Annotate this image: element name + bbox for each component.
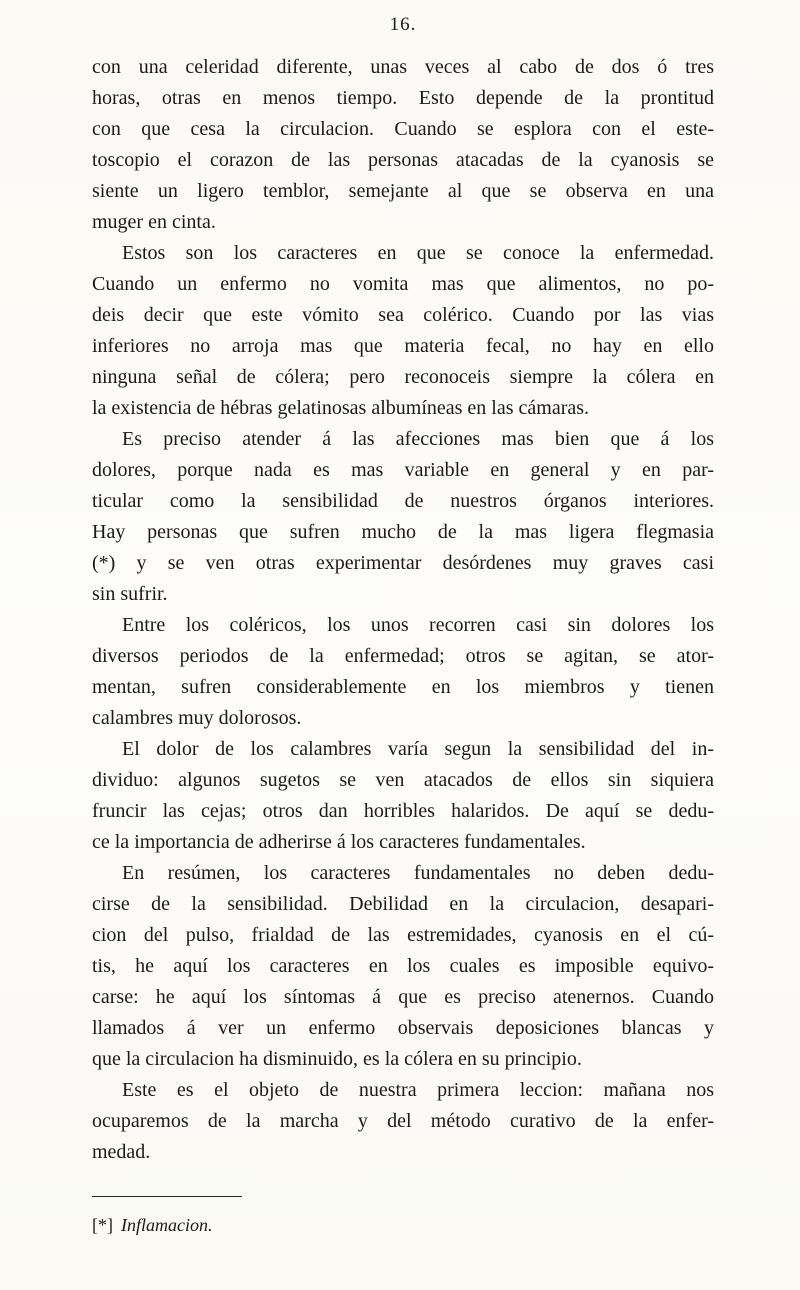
text-line: Hay personas que sufren mucho de la mas ligera flegmasia (92, 521, 714, 543)
text-line: cion del pulso, frialdad de las estremidades, cyanosis en el cú- (92, 924, 714, 946)
text-line: Es preciso atender á las afecciones mas bien que á los (122, 428, 714, 450)
footnote-label: Inflamacion. (121, 1215, 213, 1235)
footnote-text (92, 1213, 714, 1237)
text-line: que la circulacion ha disminuido, es la cólera en su principio. (92, 1048, 582, 1070)
footnote-marker: [*] (92, 1215, 113, 1235)
text-line: mentan, sufren considerablemente en los miembros y tienen (92, 676, 714, 698)
text-line: inferiores no arroja mas que materia fecal, no hay en ello (92, 335, 714, 357)
text-line: fruncir las cejas; otros dan horribles halaridos. De aquí se dedu- (92, 800, 714, 822)
text-line: En resúmen, los caracteres fundamentales no deben dedu- (122, 862, 714, 884)
text-line: deis decir que este vómito sea colérico. Cuando por las vias (92, 304, 714, 326)
text-line: (*) y se ven otras experimentar desórdenes muy graves casi (92, 552, 714, 574)
text-line: medad. (92, 1141, 151, 1163)
text-line: llamados á ver un enfermo observais deposiciones blancas y (92, 1017, 714, 1039)
text-line: cirse de la sensibilidad. Debilidad en la circulacion, desapari- (92, 893, 714, 915)
text-line: sin sufrir. (92, 583, 168, 605)
paragraph (92, 734, 714, 858)
text-line: la existencia de hébras gelatinosas albumíneas en las cámaras. (92, 397, 590, 419)
text-line: toscopio el corazon de las personas atacadas de la cyanosis se (92, 149, 714, 171)
paragraph (92, 858, 714, 1075)
page-text (92, 52, 714, 1168)
text-line: ticular como la sensibilidad de nuestros órganos interiores. (92, 490, 714, 512)
text-line: diversos periodos de la enfermedad; otros se agitan, se ator- (92, 645, 714, 667)
text-line: ocuparemos de la marcha y del método curativo de la enfer- (92, 1110, 714, 1132)
paragraph (92, 1075, 714, 1168)
text-line: ce la importancia de adherirse á los caracteres fundamentales. (92, 831, 586, 853)
footnote (92, 1196, 714, 1237)
text-line: Cuando un enfermo no vomita mas que alimentos, no po- (92, 273, 714, 295)
paragraph (92, 52, 714, 238)
text-line: Entre los coléricos, los unos recorren casi sin dolores los (122, 614, 714, 636)
footnote-rule (92, 1196, 242, 1197)
paragraph (92, 424, 714, 610)
text-line: muger en cinta. (92, 211, 216, 233)
text-line: Este es el objeto de nuestra primera leccion: mañana nos (122, 1079, 714, 1101)
text-line: con que cesa la circulacion. Cuando se esplora con el este- (92, 118, 714, 140)
text-line: dolores, porque nada es mas variable en general y en par- (92, 459, 714, 481)
paragraph (92, 610, 714, 734)
text-line: con una celeridad diferente, unas veces al cabo de dos ó tres (92, 56, 714, 78)
page-number: 16. (389, 14, 417, 35)
text-line: El dolor de los calambres varía segun la sensibilidad del in- (122, 738, 714, 760)
text-line: Estos son los caracteres en que se conoce la enfermedad. (122, 242, 714, 264)
text-line: calambres muy dolorosos. (92, 707, 302, 729)
text-line: dividuo: algunos sugetos se ven atacados de ellos sin siquiera (92, 769, 714, 791)
text-line: siente un ligero temblor, semejante al que se observa en una (92, 180, 714, 202)
text-line: tis, he aquí los caracteres en los cuales es imposible equivo- (92, 955, 714, 977)
paragraph (92, 238, 714, 424)
text-line: carse: he aquí los síntomas á que es preciso atenernos. Cuando (92, 986, 714, 1008)
text-line: horas, otras en menos tiempo. Esto depende de la prontitud (92, 87, 714, 109)
text-line: ninguna señal de cólera; pero reconoceis siempre la cólera en (92, 366, 714, 388)
